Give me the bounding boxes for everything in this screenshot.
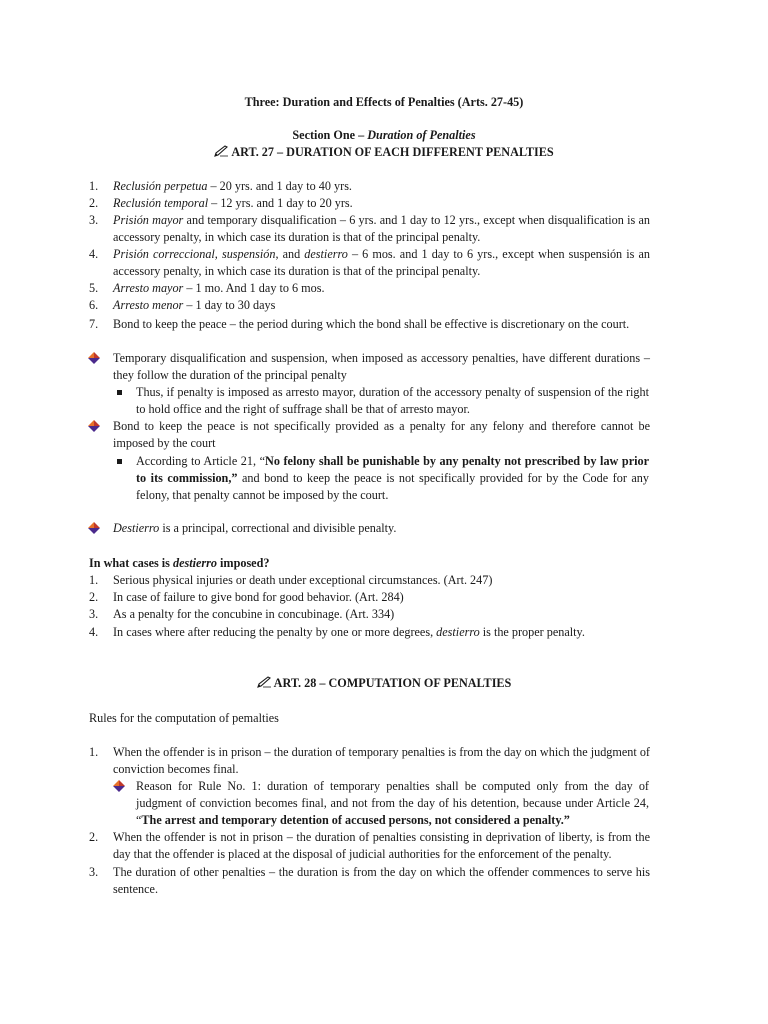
list-number: 1. <box>89 573 99 587</box>
list-number: 7. <box>89 317 99 331</box>
list-number: 1. <box>89 179 99 193</box>
list-text: Arresto mayor – 1 mo. And 1 day to 6 mos. <box>113 281 325 295</box>
colored-triangle-bullet-icon <box>113 780 125 792</box>
art27-heading-text: ART. 27 – DURATION OF EACH DIFFERENT PENALTIES <box>231 145 554 159</box>
writing-hand-icon <box>257 676 272 688</box>
colored-triangle-bullet-icon <box>88 352 100 364</box>
list-text: In cases where after reducing the penalty by one or more degrees, destierro is the proper penalty. <box>113 625 585 639</box>
section-name: Duration of Penalties <box>367 128 476 142</box>
chapter-title: Three: Duration and Effects of Penalties (Arts. 27-45) <box>244 95 524 109</box>
list-text: Prisión mayor and temporary disqualification – 6 yrs. and 1 day to 12 yrs., except when disqualification is an accessory penalty, in which case its duration is that of the principal penalty. <box>113 213 650 244</box>
sub-bullet-text: Thus, if penalty is imposed as arresto mayor, duration of the accessory penalty of suspension of the right to hold office and the right of suffrage shall be that of arresto mayor. <box>136 385 649 416</box>
list-number: 3. <box>89 213 99 227</box>
list-text: As a penalty for the concubine in concubinage. (Art. 334) <box>113 607 395 621</box>
question-heading: In what cases is destierro imposed? <box>89 556 270 570</box>
bullet-text: Destierro is a principal, correctional and divisible penalty. <box>113 521 397 535</box>
list-number: 4. <box>89 625 99 639</box>
art28-heading <box>0 675 768 692</box>
rules-intro: Rules for the computation of pemalties <box>89 711 279 725</box>
list-text: Arresto menor – 1 day to 30 days <box>113 298 276 312</box>
section-title <box>0 127 768 144</box>
list-text: Bond to keep the peace – the period during which the bond shall be effective is discretionary on the court. <box>113 317 630 331</box>
list-text: Prisión correccional, suspensión, and destierro – 6 mos. and 1 day to 6 yrs., except when suspensión is an accessory penalty, in which case its duration is that of the principal penalty. <box>113 247 650 278</box>
list-text: Serious physical injuries or death under exceptional circumstances. (Art. 247) <box>113 573 493 587</box>
colored-triangle-bullet-icon <box>88 522 100 534</box>
square-bullet-icon <box>117 459 122 464</box>
list-number: 3. <box>89 607 99 621</box>
sub-bullet-text: According to Article 21, “No felony shall be punishable by any penalty not prescribed by law prior to its commission,” and bond to keep the peace is not specifically provided for by the Code for any felony, that penalty cannot be imposed by the court. <box>136 454 649 502</box>
list-text: Reclusión temporal – 12 yrs. and 1 day to 20 yrs. <box>113 196 353 210</box>
section-prefix: Section One – <box>292 128 365 142</box>
list-number: 2. <box>89 196 99 210</box>
list-number: 3. <box>89 865 99 879</box>
list-text: In case of failure to give bond for good behavior. (Art. 284) <box>113 590 404 604</box>
list-number: 2. <box>89 830 99 844</box>
list-text: When the offender is in prison – the duration of temporary penalties is from the day on which the judgment of conviction becomes final. <box>113 745 650 776</box>
sub-bullet-text: Reason for Rule No. 1: duration of temporary penalties shall be computed only from the day of judgment of conviction becomes final, and not from the day of his detention, because under Article 24, “The arrest and temporary detention of accused persons, not considered a penalty.” <box>136 779 649 827</box>
list-number: 6. <box>89 298 99 312</box>
list-number: 4. <box>89 247 99 261</box>
list-text: When the offender is not in prison – the duration of penalties consisting in deprivation of liberty, is from the day that the offender is placed at the disposal of judicial authorities for the enforcement of the penalty. <box>113 830 650 861</box>
list-number: 1. <box>89 745 99 759</box>
square-bullet-icon <box>117 390 122 395</box>
bullet-text: Bond to keep the peace is not specifically provided as a penalty for any felony and therefore cannot be imposed by the court <box>113 419 650 450</box>
art28-heading-text: ART. 28 – COMPUTATION OF PENALTIES <box>273 676 512 690</box>
list-number: 2. <box>89 590 99 604</box>
writing-hand-icon <box>214 145 229 157</box>
list-number: 5. <box>89 281 99 295</box>
bullet-text: Temporary disqualification and suspension, when imposed as accessory penalties, have different durations – they follow the duration of the principal penalty <box>113 351 650 382</box>
list-text: The duration of other penalties – the duration is from the day on which the offender commences to serve his sentence. <box>113 865 650 896</box>
art27-heading <box>0 144 768 161</box>
list-text: Reclusión perpetua – 20 yrs. and 1 day to 40 yrs. <box>113 179 352 193</box>
colored-triangle-bullet-icon <box>88 420 100 432</box>
